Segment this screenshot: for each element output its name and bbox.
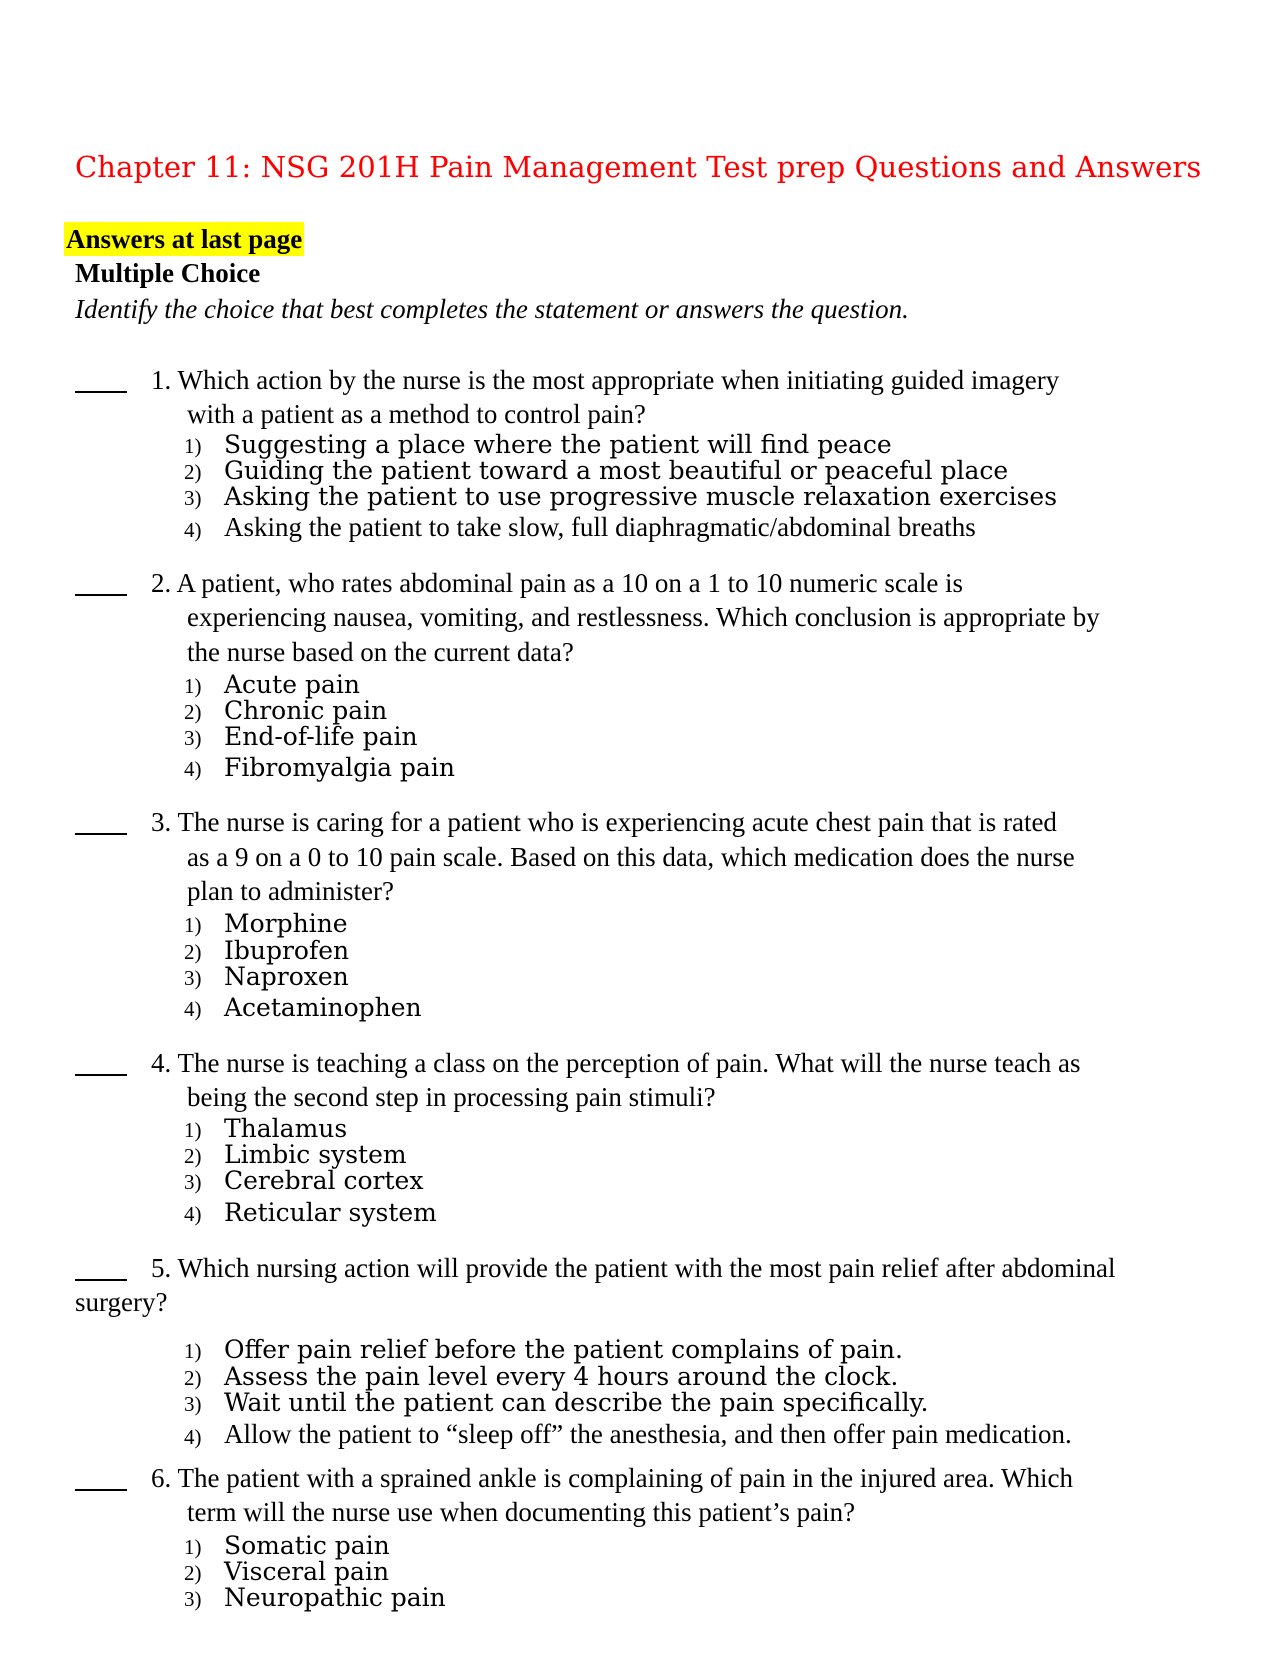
answer-blank bbox=[75, 1279, 127, 1281]
question-text: the nurse based on the current data? bbox=[187, 637, 574, 667]
question-text: 1. Which action by the nurse is the most appropriate when initiating guided imagery bbox=[151, 365, 1060, 395]
question-text: surgery? bbox=[75, 1287, 168, 1317]
option-text: Guiding the patient toward a most beautiful or peaceful place bbox=[224, 456, 1009, 485]
answer-blank bbox=[75, 391, 127, 393]
option-number: 1) bbox=[184, 674, 202, 698]
option-text: Reticular system bbox=[224, 1198, 437, 1227]
question-text: term will the nurse use when documenting this patient’s pain? bbox=[187, 1497, 856, 1527]
answer-option bbox=[0, 1114, 1280, 1143]
answers-note-highlight: Answers at last page bbox=[66, 224, 303, 254]
option-number: 2) bbox=[184, 1366, 202, 1390]
section-heading: Multiple Choice bbox=[75, 258, 261, 288]
option-text: Asking the patient to take slow, full diaphragmatic/abdominal breaths bbox=[224, 512, 976, 542]
question-text: 6. The patient with a sprained ankle is complaining of pain in the injured area. Which bbox=[151, 1463, 1073, 1493]
option-text: Chronic pain bbox=[224, 696, 388, 725]
answer-option bbox=[0, 993, 1280, 1022]
question-text: as a 9 on a 0 to 10 pain scale. Based on this data, which medication does the nurse bbox=[187, 842, 1075, 872]
answer-option bbox=[0, 722, 1280, 751]
option-number: 4) bbox=[184, 997, 202, 1021]
answer-option bbox=[0, 670, 1280, 699]
option-text: Somatic pain bbox=[224, 1531, 390, 1560]
answer-option bbox=[0, 696, 1280, 725]
answer-option bbox=[0, 936, 1280, 965]
page-title: Chapter 11: NSG 201H Pain Management Test prep Questions and Answers bbox=[75, 150, 1202, 184]
option-number: 2) bbox=[184, 1561, 202, 1585]
option-text: Offer pain relief before the patient complains of pain. bbox=[224, 1335, 903, 1364]
answer-option bbox=[0, 909, 1280, 938]
instructions: Identify the choice that best completes the statement or answers the question. bbox=[75, 294, 909, 324]
option-text: Asking the patient to use progressive muscle relaxation exercises bbox=[224, 482, 1058, 511]
option-number: 1) bbox=[184, 913, 202, 937]
option-text: Naproxen bbox=[224, 962, 349, 991]
answer-option bbox=[0, 1166, 1280, 1195]
answer-blank bbox=[75, 1489, 127, 1491]
option-number: 3) bbox=[184, 486, 202, 510]
option-number: 2) bbox=[184, 460, 202, 484]
question-text: plan to administer? bbox=[187, 876, 394, 906]
answer-option bbox=[0, 753, 1280, 782]
option-text: Acute pain bbox=[224, 670, 360, 699]
question-text: 5. Which nursing action will provide the patient with the most pain relief after abdominal bbox=[151, 1253, 1116, 1283]
answer-option bbox=[0, 1531, 1280, 1560]
answer-option bbox=[0, 1388, 1280, 1417]
option-text: Suggesting a place where the patient will find peace bbox=[224, 430, 892, 459]
option-number: 1) bbox=[184, 434, 202, 458]
option-text: Morphine bbox=[224, 909, 348, 938]
option-text: Fibromyalgia pain bbox=[224, 753, 455, 782]
option-number: 3) bbox=[184, 1587, 202, 1611]
answer-option bbox=[0, 1362, 1280, 1391]
option-number: 2) bbox=[184, 940, 202, 964]
option-text: End-of-life pain bbox=[224, 722, 418, 751]
option-text: Acetaminophen bbox=[224, 993, 422, 1022]
option-number: 4) bbox=[184, 518, 202, 542]
answer-option bbox=[0, 1198, 1280, 1227]
option-number: 4) bbox=[184, 757, 202, 781]
option-text: Visceral pain bbox=[224, 1557, 390, 1586]
answer-blank bbox=[75, 1074, 127, 1076]
question-text: 2. A patient, who rates abdominal pain as a 10 on a 1 to 10 numeric scale is bbox=[151, 568, 964, 598]
option-number: 1) bbox=[184, 1535, 202, 1559]
option-text: Limbic system bbox=[224, 1140, 407, 1169]
answer-option bbox=[0, 1140, 1280, 1169]
option-text: Assess the pain level every 4 hours around the clock. bbox=[224, 1362, 899, 1391]
option-number: 3) bbox=[184, 726, 202, 750]
question-text: with a patient as a method to control pain? bbox=[187, 399, 646, 429]
option-number: 2) bbox=[184, 1144, 202, 1168]
answer-blank bbox=[75, 594, 127, 596]
option-number: 1) bbox=[184, 1118, 202, 1142]
option-number: 1) bbox=[184, 1339, 202, 1363]
question-text: being the second step in processing pain stimuli? bbox=[187, 1082, 716, 1112]
option-number: 2) bbox=[184, 700, 202, 724]
answer-option bbox=[0, 456, 1280, 485]
option-text: Allow the patient to “sleep off” the anesthesia, and then offer pain medication. bbox=[224, 1419, 1072, 1449]
answer-option bbox=[0, 962, 1280, 991]
option-number: 4) bbox=[184, 1425, 202, 1449]
answer-blank bbox=[75, 833, 127, 835]
option-text: Ibuprofen bbox=[224, 936, 350, 965]
answer-option bbox=[0, 512, 1280, 542]
answer-option bbox=[0, 1557, 1280, 1586]
option-number: 3) bbox=[184, 966, 202, 990]
answer-option bbox=[0, 430, 1280, 459]
answer-option bbox=[0, 1419, 1280, 1449]
answer-option bbox=[0, 1335, 1280, 1364]
option-text: Cerebral cortex bbox=[224, 1166, 424, 1195]
answer-option bbox=[0, 1583, 1280, 1612]
question-text: 3. The nurse is caring for a patient who is experiencing acute chest pain that is rated bbox=[151, 807, 1057, 837]
option-text: Thalamus bbox=[224, 1114, 348, 1143]
option-number: 4) bbox=[184, 1202, 202, 1226]
question-text: experiencing nausea, vomiting, and restlessness. Which conclusion is appropriate by bbox=[187, 602, 1100, 632]
question-text: 4. The nurse is teaching a class on the perception of pain. What will the nurse teach as bbox=[151, 1048, 1081, 1078]
answer-option bbox=[0, 482, 1280, 511]
option-text: Neuropathic pain bbox=[224, 1583, 446, 1612]
option-number: 3) bbox=[184, 1170, 202, 1194]
option-number: 3) bbox=[184, 1392, 202, 1416]
option-text: Wait until the patient can describe the pain specifically. bbox=[224, 1388, 929, 1417]
